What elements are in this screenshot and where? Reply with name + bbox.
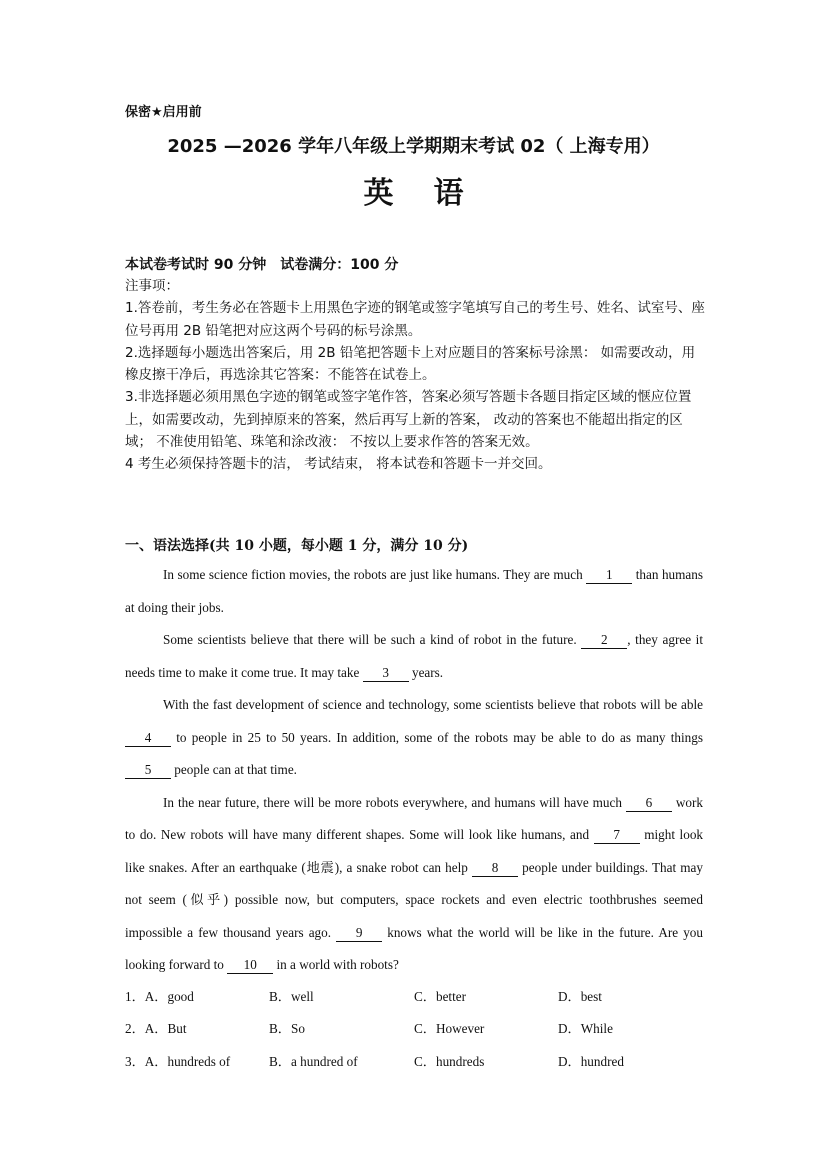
note-item: 2.选择题每小题选出答案后，用 2B 铅笔把答题卡上对应题目的答案标号涂黑： 如需要改动，用橡皮擦干净后，再选涂其它答案：不能答在试卷上。 [125,344,696,384]
passage-text: work to do. New robots will have many different shapes. Some will look like humans, and [125,794,704,842]
option-a: 2．A．But [125,1021,187,1036]
option-c: C．better [414,989,467,1004]
passage-text: than humans at doing their jobs. [125,567,703,615]
exam-info: 本试卷考试时 90 分钟 试卷满分：100 分 [125,257,399,273]
option-a: 1．A．good [125,989,194,1004]
paragraph [125,689,703,787]
exam-title: 2025 —2026 学年八年级上学期期末考试 02（ 上海专用） [167,136,660,157]
note-item: 4 考生必须保持答题卡的洁， 考试结束， 将本试卷和答题卡一并交回。 [125,456,552,473]
option-b: B．well [269,989,314,1004]
option-c: C．However [414,1021,485,1036]
option-b: B．So [269,1021,305,1036]
paragraph [125,559,703,624]
note-item: 3.非选择题必须用黑色字迹的钢笔或签字笔作答，答案必须写答题卡各题目指定区域的惬应位置上，如需要改动，先到掉原来的答案，然后再写上新的答案， 改动的答案也不能超出指定的区域； 不准使用铅笔、珠笔和涂改液： 不按以上要求作答的答案无效。 [125,389,692,451]
paragraph [125,787,703,982]
paragraph [125,624,703,689]
note-item: 1.答卷前，考生务必在答题卡上用黑色字迹的钢笔或签字笔填写自己的考生号、姓名、试室号、座位号再用 2B 铅笔把对应这两个号码的标号涂黑。 [125,300,705,339]
passage-text: people can at that time. [171,762,297,777]
confidential-label: 保密★启用前 [125,105,202,120]
option-d: D．best [558,989,602,1004]
section-heading: 一、语法选择(共 10 小题，每小题 1 分，满分 10 分) [125,538,469,554]
answer-blank: 1 [586,567,632,584]
notes-heading: 注事项： [125,278,179,294]
passage-text: years. [408,664,444,680]
answer-blank: 6 [626,795,672,812]
option-d: D．hundred [558,1054,624,1069]
passage-text: Some scientists believe that there will be such a kind of robot in the future. [163,632,582,647]
notes [125,275,705,476]
passage-text: in a world with robots? [273,957,399,972]
answer-blank: 3 [363,665,409,682]
passage-text: With the fast development of science and technology, some scientists believe that robots will be able [163,697,703,712]
passage-text: In some science fiction movies, the robots are just like humans. They are much [163,567,587,582]
passage-text: to people in 25 to 50 years. In addition, some of the robots may be able to do as many things [171,729,703,745]
option-b: B．a hundred of [269,1054,358,1069]
option-a: 3．A．hundreds of [125,1054,231,1069]
passage [125,559,703,982]
passage-text: might look like snakes. After an earthquake (地震), a snake robot can help [125,827,704,875]
answer-blank: 4 [125,730,171,747]
answer-blank: 8 [472,860,518,877]
answer-blank: 9 [336,925,382,942]
answer-blank: 7 [594,827,640,844]
passage-text: , they agree it needs time to make it come true. It may take [125,632,703,680]
option-d: D．While [558,1021,613,1036]
passage-text: people under buildings. That may not seem (似乎) possible now, but computers, space rockets and even electric toothbrushes seemed impossible a few thousand years ago. [125,859,703,940]
answer-blank: 2 [581,632,627,649]
answer-blank: 5 [125,762,171,779]
answer-blank: 10 [227,957,273,974]
option-c: C．hundreds [414,1054,485,1069]
passage-text: knows what the world will be like in the future. Are you looking forward to [125,924,703,972]
subject-title: 英语 [363,176,504,211]
passage-text: In the near future, there will be more robots everywhere, and humans will have much [163,794,626,810]
